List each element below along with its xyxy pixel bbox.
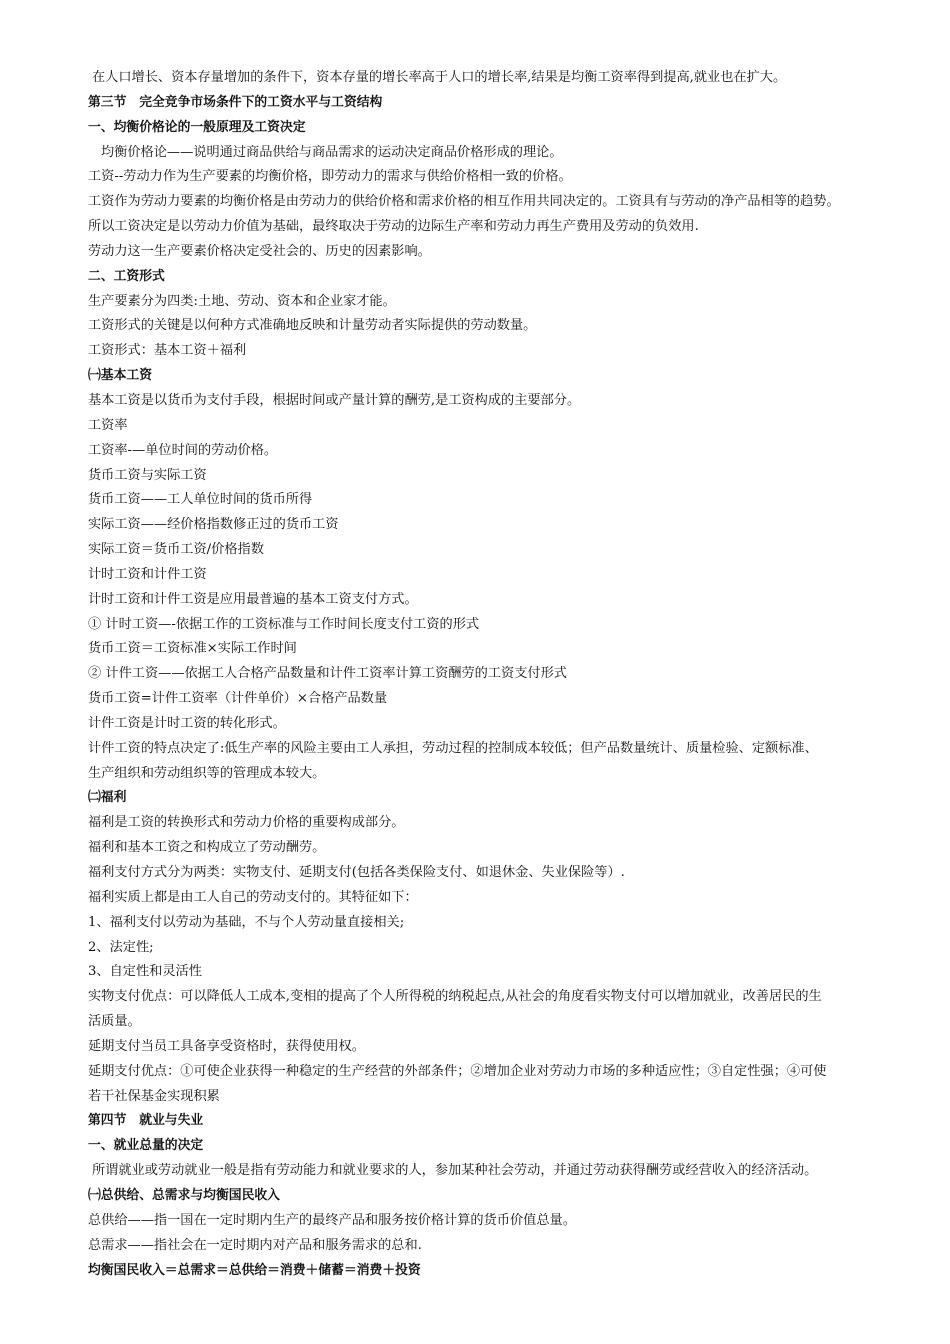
text-line: 福利支付方式分为两类：实物支付、延期支付(包括各类保险支付、如退休金、失业保险等）. [88, 865, 625, 880]
text-line: 所谓就业或劳动就业一般是指有劳动能力和就业要求的人，参加某种社会劳动，并通过劳动获得酬劳或经营收入的经济活动。 [92, 1163, 818, 1179]
text-line: 生产组织和劳动组织等的管理成本较大。 [88, 765, 326, 781]
section-heading: ㈠总供给、总需求与均衡国民收入 [88, 1187, 280, 1203]
text-line: 在人口增长、资本存量增加的条件下，资本存量的增长率高于人口的增长率,结果是均衡工资率得到提高,就业也在扩大。 [92, 70, 787, 85]
text-line: 计时工资和计件工资是应用最普遍的基本工资支付方式。 [88, 591, 418, 607]
text-line: 均衡价格论——说明通过商品供给与商品需求的运动决定商品价格形成的理论。 [101, 144, 563, 160]
text-line: 货币工资=计件工资率（计件单价）×合格产品数量 [88, 691, 388, 707]
section-heading: 一、均衡价格论的一般原理及工资决定 [88, 119, 306, 135]
text-line: 延期支付优点：①可使企业获得一种稳定的生产经营的外部条件；②增加企业对劳动力市场的多种适应性；③自定性强；④可使 [88, 1063, 827, 1079]
text-line: 货币工资与实际工资 [88, 467, 207, 483]
text-line: 工资率 [88, 417, 128, 433]
text-line: 实际工资＝货币工资/价格指数 [88, 542, 264, 558]
text-line: ① 计时工资—-依据工作的工资标准与工作时间长度支付工资的形式 [88, 616, 480, 632]
text-line: 工资率-—单位时间的劳动价格。 [88, 442, 278, 458]
text-line: 生产要素分为四类:土地、劳动、资本和企业家才能。 [88, 293, 396, 309]
text-line: 实际工资——经价格指数修正过的货币工资 [88, 517, 339, 533]
text-line: 实物支付优点：可以降低人工成本,变相的提高了个人所得税的纳税起点,从社会的角度看实物支付可以增加就业，改善居民的生 [88, 989, 822, 1005]
text-line: 货币工资＝工资标准×实际工作时间 [88, 641, 297, 657]
text-line: 所以工资决定是以劳动力价值为基础，最终取决于劳动的边际生产率和劳动力再生产费用及劳动的负效用. [88, 219, 699, 235]
section-heading: 一、就业总量的决定 [88, 1138, 204, 1154]
text-line: 总需求——指社会在一定时期内对产品和服务需求的总和. [88, 1237, 422, 1253]
text-line: 3、自定性和灵活性 [88, 964, 202, 980]
text-line: 延期支付当员工具备享受资格时，获得使用权。 [88, 1038, 365, 1054]
text-line: 工资--劳动力作为生产要素的均衡价格，即劳动力的需求与供给价格相一致的价格。 [88, 169, 572, 185]
document-body [88, 66, 904, 1283]
section-heading: ㈡福利 [88, 790, 127, 806]
text-line: 工资作为劳动力要素的均衡价格是由劳动力的供给价格和需求价格的相互作用共同决定的。工资具有与劳动的净产品相等的趋势。 [88, 194, 840, 210]
text-line: 基本工资是以货币为支付手段，根据时间或产量计算的酬劳,是工资构成的主要部分。 [88, 392, 581, 408]
section-heading: 均衡国民收入＝总需求＝总供给＝消费＋储蓄＝消费＋投资 [88, 1262, 421, 1278]
text-line: 工资形式：基本工资＋福利 [88, 343, 247, 359]
text-line: ② 计件工资——依据工人合格产品数量和计件工资率计算工资酬劳的工资支付形式 [88, 666, 567, 682]
text-line: 活质量。 [88, 1014, 141, 1030]
text-line: 计时工资和计件工资 [88, 566, 207, 582]
text-line: 1、福利支付以劳动为基础，不与个人劳动量直接相关; [88, 914, 405, 930]
text-line: 工资形式的关键是以何种方式准确地反映和计量劳动者实际提供的劳动数量。 [88, 318, 537, 334]
text-line: 福利和基本工资之和构成立了劳动酬劳。 [88, 840, 326, 856]
text-line: 若干社保基金实现积累 [88, 1088, 220, 1104]
text-line: 货币工资——工人单位时间的货币所得 [88, 492, 313, 508]
text-line: 劳动力这一生产要素价格决定受社会的、历史的因素影响。 [88, 243, 431, 259]
section-heading: 第四节 就业与失业 [88, 1113, 204, 1129]
section-heading: ㈠基本工资 [88, 368, 152, 384]
text-line: 计件工资是计时工资的转化形式。 [88, 715, 286, 731]
text-line: 福利是工资的转换形式和劳动力价格的重要构成部分。 [88, 815, 405, 831]
text-line: 计件工资的特点决定了:低生产率的风险主要由工人承担，劳动过程的控制成本较低；但产品数量统计、质量检验、定额标准、 [88, 740, 818, 756]
section-heading: 二、工资形式 [88, 268, 165, 284]
text-line: 福利实质上都是由工人自己的劳动支付的。其特征如下： [88, 889, 418, 905]
text-line: 2、法定性; [88, 939, 154, 955]
text-line: 总供给——指一国在一定时期内生产的最终产品和服务按价格计算的货币价值总量。 [88, 1212, 576, 1228]
section-heading: 第三节 完全竞争市场条件下的工资水平与工资结构 [88, 94, 383, 110]
